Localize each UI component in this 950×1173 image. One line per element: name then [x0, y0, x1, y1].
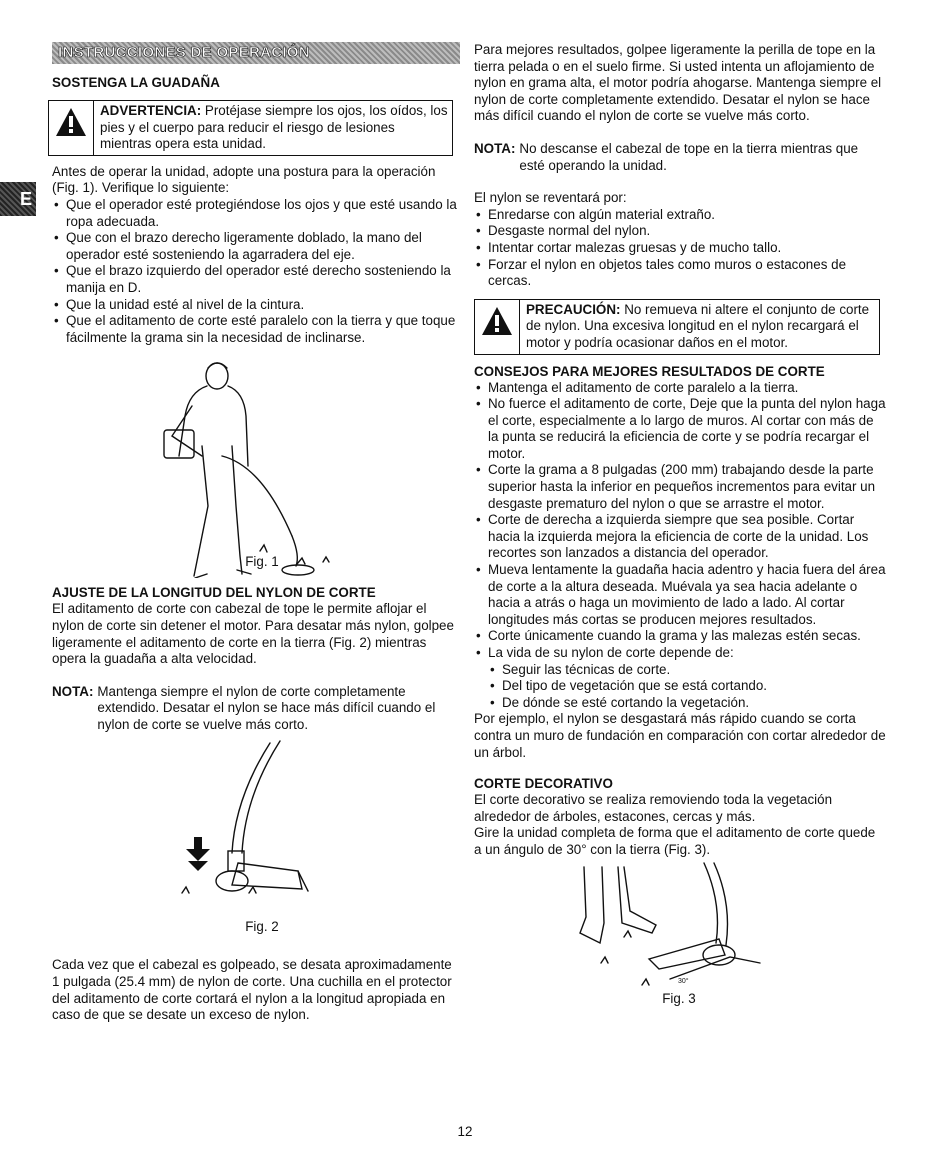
list-item: • Del tipo de vegetación que se está cortando. — [474, 678, 886, 695]
angle-label: 30° — [678, 977, 689, 985]
list-item: • Mueva lentamente la guadaña hacia adentro y hacia fuera del área de corte a la altura deseada. Muévala ya sea hacia adelante o hacia a atrás o haga un movimiento de lado a lado. Al cortar longitudes más cortas se producen mejores resultados. — [474, 562, 886, 628]
right-intro: Para mejores resultados, golpee ligeramente la perilla de tope en la tierra pelada o en el suelo firme. Si usted intenta un aflojamiento de nylon en grama alta, el motor podría ahogarse. Mantenga siempre el nylon de corte completamente extendido. Desatar el nylon se hace más difícil cuando el nylon de corte se vuelve más corto. — [474, 42, 882, 124]
list-item: • Corte de derecha a izquierda siempre que sea posible. Cortar hacia la izquierda mejora la eficiencia de corte de la unidad. Los recortes son lanzados a distancia del operador. — [474, 512, 886, 562]
adjust-text: El aditamento de corte con cabezal de tope le permite aflojar el nylon de corte sin detener el motor. Para desatar más nylon, golpee ligeramente el aditamento de corte en la tierra (Fig. 2) mientras opera la guadaña a alta velocidad. — [52, 601, 454, 667]
list-item: • Mantenga el aditamento de corte paralelo a la tierra. — [474, 380, 886, 397]
warning-body: Protéjase siempre los ojos, los oídos, los pies y el cuerpo para reducir el riesgo de lesiones mientras opera esta unidad. — [100, 103, 448, 152]
list-item — [474, 645, 886, 711]
list-item: • Forzar el nylon en objetos tales como muros o estacones de cercas. — [474, 257, 886, 290]
heading-adjust: AJUSTE DE LA LONGITUD DEL NYLON DE CORTE — [52, 585, 376, 601]
list-item: • Seguir las técnicas de corte. — [474, 662, 886, 679]
list-item: • Corte la grama a 8 pulgadas (200 mm) trabajando desde la parte superior hasta la inferior en pequeños incrementos para evitar un desgaste prematuro del nylon o que se arrastre el motor. — [474, 462, 886, 512]
left-column — [52, 42, 457, 1024]
operator-trimmer-illustration — [52, 346, 457, 578]
figure-1 — [52, 346, 457, 578]
list-item: • Enredarse con algún material extraño. — [474, 207, 886, 224]
example-text: Por ejemplo, el nylon se desgastará más rápido cuando se corta contra un muro de fundación en comparación con cortar alrededor de un árbol. — [474, 711, 886, 760]
heading-decorative: CORTE DECORATIVO — [474, 776, 613, 792]
life-factors-list — [474, 662, 886, 712]
break-list — [474, 207, 886, 290]
heading-hold: SOSTENGA LA GUADAÑA — [52, 75, 220, 90]
nota-text: Mantenga siempre el nylon de corte completamente extendido. Desatar el nylon se hace más difícil cuando el nylon de corte se vuelve más corto. — [97, 683, 436, 732]
page-number: 12 — [457, 1124, 473, 1139]
nota-block-right — [474, 141, 886, 174]
caution-label: PRECAUCIÓN: — [526, 301, 621, 317]
nota-label: NOTA: — [474, 140, 516, 156]
decor-text-2: Gire la unidad completa de forma que el aditamento de corte quede a un ángulo de 30° con la tierra (Fig. 3). — [474, 825, 876, 857]
break-intro: El nylon se reventará por: — [474, 190, 627, 206]
caution-box — [474, 299, 880, 355]
heading-tips: CONSEJOS PARA MEJORES RESULTADOS DE CORTE — [474, 363, 825, 379]
down-arrow-icon — [186, 837, 210, 871]
section-tab-e: E — [0, 182, 36, 216]
list-item: • Corte únicamente cuando la grama y las malezas estén secas. — [474, 628, 886, 645]
list-item: • Que el aditamento de corte esté paralelo con la tierra y que toque fácilmente la grama sin la necesidad de inclinarse. — [52, 313, 457, 346]
fig2-caption: Fig. 2 — [245, 919, 279, 935]
fig3-caption: Fig. 3 — [662, 990, 696, 1006]
tips-list — [474, 380, 886, 712]
fig1-caption: Fig. 1 — [245, 554, 279, 570]
caution-body: No remueva ni altere el conjunto de corte de nylon. Una excesiva longitud en el nylon recargará el motor y podría ocasionar daños en el motor. — [526, 301, 870, 350]
decorative-cut-illustration — [474, 859, 886, 989]
list-item: • Que la unidad esté al nivel de la cintura. — [52, 297, 457, 314]
warning-triangle-icon — [475, 300, 520, 354]
list-item: • No fuerce el aditamento de corte, Deje que la punta del nylon haga el corte, especialmente a lo largo de muros. Al cortar con más de la punta se reducirá la eficiencia de corte y se podría recargar el motor. — [474, 396, 886, 462]
figure-2 — [52, 733, 457, 943]
list-item: • Que con el brazo derecho ligeramente doblado, la mano del operador esté sosteniendo la agarradera del eje. — [52, 230, 457, 263]
list-item: • Desgaste normal del nylon. — [474, 223, 886, 240]
after-fig2-text: Cada vez que el cabezal es golpeado, se desata aproximadamente 1 pulgada (25.4 mm) de nylon de corte. Una cuchilla en el protector del aditamento de corte cortará el nylon a la longitud apropiada en caso de que se desate un exceso de nylon. — [52, 957, 452, 1023]
warning-triangle-icon — [49, 101, 94, 155]
warning-text — [94, 101, 452, 155]
nota-text: No descanse el cabezal de tope en la tierra mientras que esté operando la unidad. — [519, 140, 859, 173]
decor-text-1: El corte decorativo se realiza removiendo toda la vegetación alrededor de árboles, estacones, cercas y más. — [474, 792, 833, 824]
nota-block-left — [52, 684, 457, 734]
figure-3 — [474, 859, 886, 1009]
warning-box — [48, 100, 453, 156]
right-column — [474, 42, 886, 1009]
section-banner: INSTRUCCIONES DE OPERACIÓN — [52, 42, 460, 64]
tip-life-text: La vida de su nylon de corte depende de: — [488, 645, 734, 660]
bump-head-illustration — [52, 733, 457, 923]
list-item: • Que el operador esté protegiéndose los ojos y que esté usando la ropa adecuada. — [52, 197, 457, 230]
caution-text — [520, 300, 879, 354]
stance-checklist — [52, 197, 457, 346]
nota-label: NOTA: — [52, 683, 94, 699]
list-item: • De dónde se esté cortando la vegetación. — [474, 695, 886, 712]
list-item: • Intentar cortar malezas gruesas y de mucho tallo. — [474, 240, 886, 257]
warning-label: ADVERTENCIA: — [100, 103, 202, 118]
stance-intro: Antes de operar la unidad, adopte una postura para la operación (Fig. 1). Verifique lo siguiente: — [52, 163, 436, 196]
list-item: • Que el brazo izquierdo del operador esté derecho sosteniendo la manija en D. — [52, 263, 457, 296]
